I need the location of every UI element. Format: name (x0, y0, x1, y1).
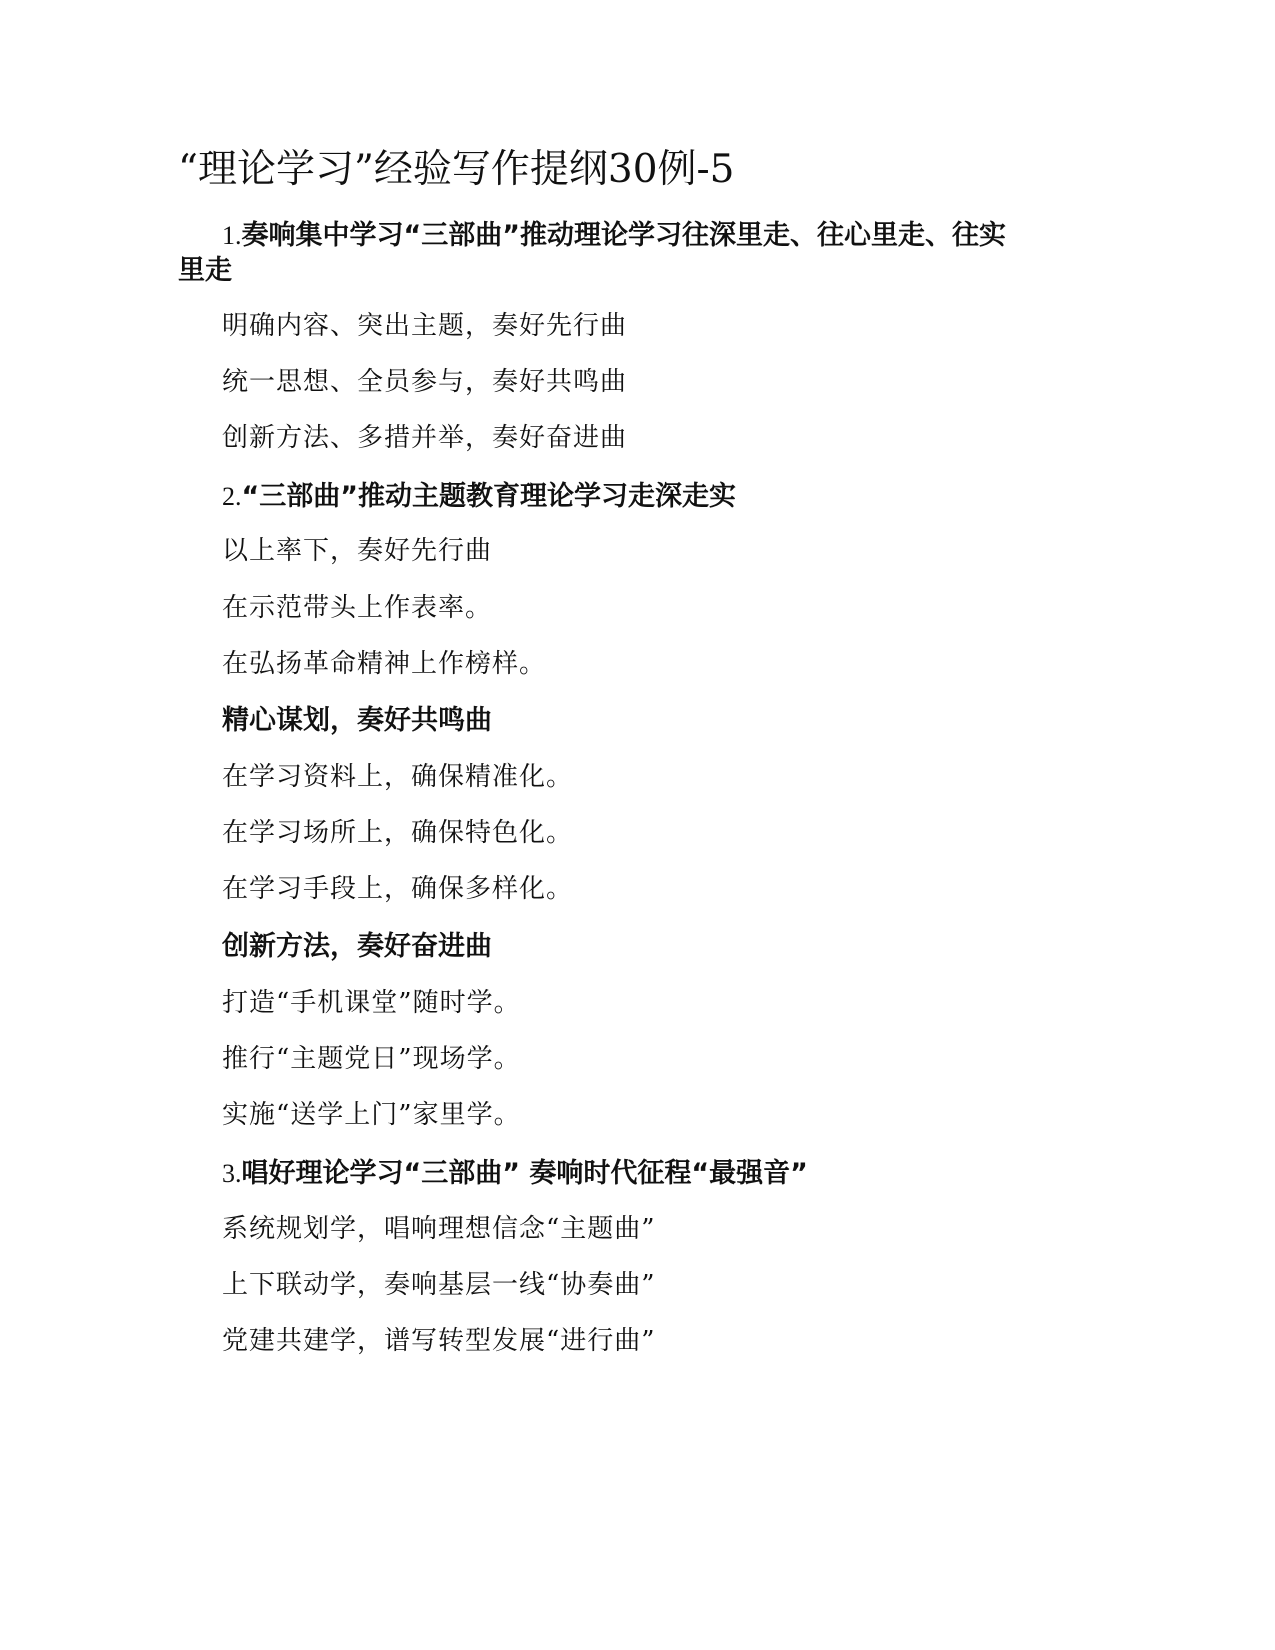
list-item: 明确内容、突出主题，奏好先行曲 (222, 311, 628, 341)
list-item: 打造“手机课堂”随时学。 (222, 988, 521, 1018)
section-number: 3. (222, 1159, 242, 1188)
section-heading-text: “三部曲”推动主题教育理论学习走深走实 (241, 481, 736, 512)
list-item: 在学习场所上，确保特色化。 (222, 818, 574, 848)
list-item: 创新方法、多措并举，奏好奋进曲 (222, 423, 628, 453)
list-item: 统一思想、全员参与，奏好共鸣曲 (222, 367, 628, 397)
list-item: 在学习手段上，确保多样化。 (222, 874, 574, 904)
subheading: 以上率下，奏好先行曲 (222, 536, 493, 566)
section-1-heading (222, 222, 1006, 249)
subheading: 精心谋划，奏好共鸣曲 (222, 705, 492, 736)
list-item: 在示范带头上作表率。 (222, 593, 493, 623)
list-item: 上下联动学，奏响基层一线“协奏曲” (222, 1270, 656, 1300)
document-title: “理论学习”经验写作提纲30例-5 (178, 147, 735, 192)
section-heading-text: 奏响集中学习“三部曲”推动理论学习往深里走、往心里走、往实 (241, 220, 1006, 251)
section-heading-text: 唱好理论学习“三部曲” 奏响时代征程“最强音” (241, 1158, 808, 1189)
section-number: 1. (222, 221, 242, 250)
section-3-heading (222, 1160, 808, 1187)
list-item: 在学习资料上，确保精准化。 (222, 762, 574, 792)
subheading: 创新方法，奏好奋进曲 (222, 931, 492, 962)
list-item: 实施“送学上门”家里学。 (222, 1100, 521, 1130)
list-item: 推行“主题党日”现场学。 (222, 1044, 521, 1074)
list-item: 在弘扬革命精神上作榜样。 (222, 649, 547, 679)
section-2-heading (222, 483, 736, 510)
list-item: 系统规划学，唱响理想信念“主题曲” (222, 1214, 656, 1244)
section-1-heading-continued: 里走 (178, 255, 232, 286)
section-number: 2. (222, 482, 242, 511)
list-item: 党建共建学，谱写转型发展“进行曲” (222, 1326, 656, 1356)
